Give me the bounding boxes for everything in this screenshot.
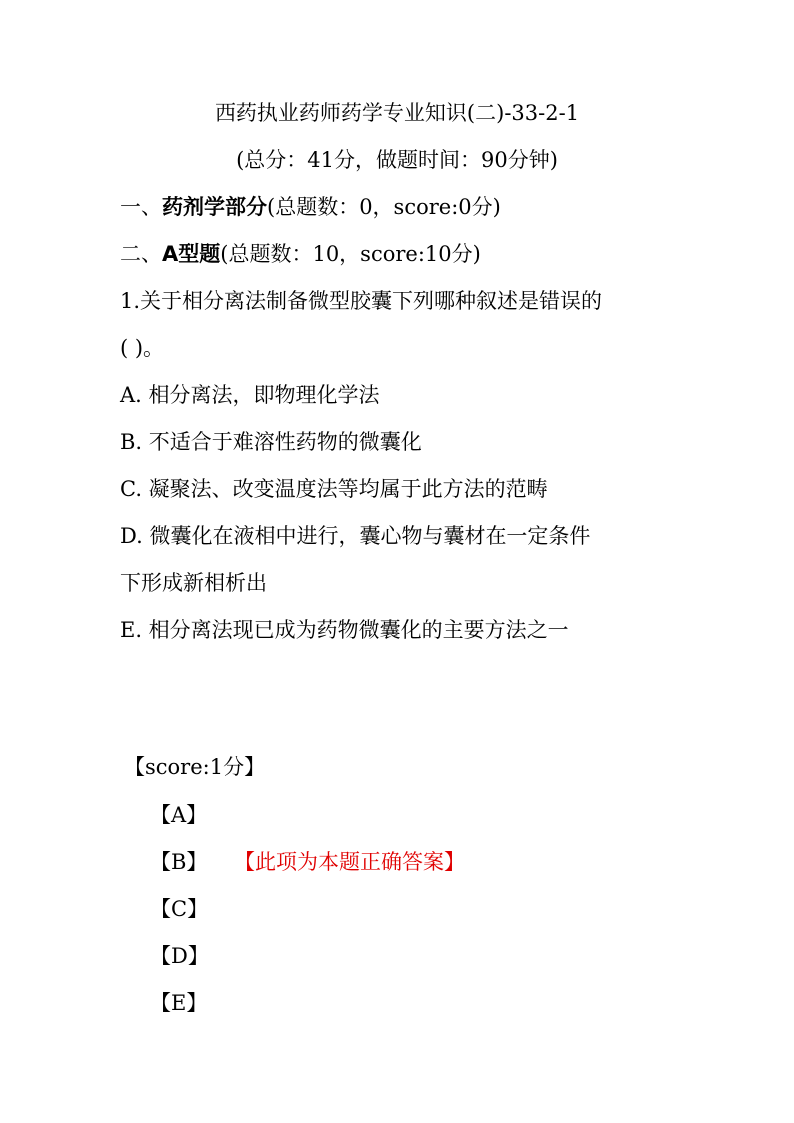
section-1 [120, 197, 501, 218]
correct-answer-note: 【此项为本题正确答案】 [234, 850, 465, 874]
section-1-info: (总题数：0，score:0分) [267, 195, 501, 219]
option-c: C. 凝聚法、改变温度法等均属于此方法的范畴 [120, 477, 548, 501]
section-2 [120, 244, 481, 265]
option-b: B. 不适合于难溶性药物的微囊化 [120, 430, 422, 454]
answer-choice-d: 【D】 [150, 944, 209, 968]
option-d-line1: D. 微囊化在液相中进行，囊心物与囊材在一定条件 [120, 524, 591, 548]
section-2-label: 二、 [120, 242, 162, 266]
option-d-line2: 下形成新相析出 [120, 571, 267, 595]
option-a: A. 相分离法，即物理化学法 [120, 383, 380, 407]
answer-choice-e: 【E】 [150, 991, 208, 1015]
question-stem-line2: ( )。 [120, 336, 165, 360]
section-2-name: A型题 [162, 242, 221, 266]
section-1-name: 药剂学部分 [162, 195, 267, 219]
question-stem-line1: 1.关于相分离法制备微型胶囊下列哪种叙述是错误的 [120, 289, 603, 313]
answer-score: 【score:1分】 [124, 755, 266, 779]
option-e: E. 相分离法现已成为药物微囊化的主要方法之一 [120, 618, 569, 642]
answer-choice-c: 【C】 [150, 897, 209, 921]
answer-choice-a: 【A】 [150, 803, 208, 827]
answer-choice-b [150, 850, 465, 874]
page-subtitle: (总分：41分，做题时间：90分钟) [236, 148, 558, 172]
answer-choice-b-label: 【B】 [150, 850, 208, 874]
page-title: 西药执业药师药学专业知识(二)-33-2-1 [214, 101, 580, 125]
section-1-label: 一、 [120, 195, 162, 219]
section-2-info: (总题数：10，score:10分) [220, 242, 481, 266]
